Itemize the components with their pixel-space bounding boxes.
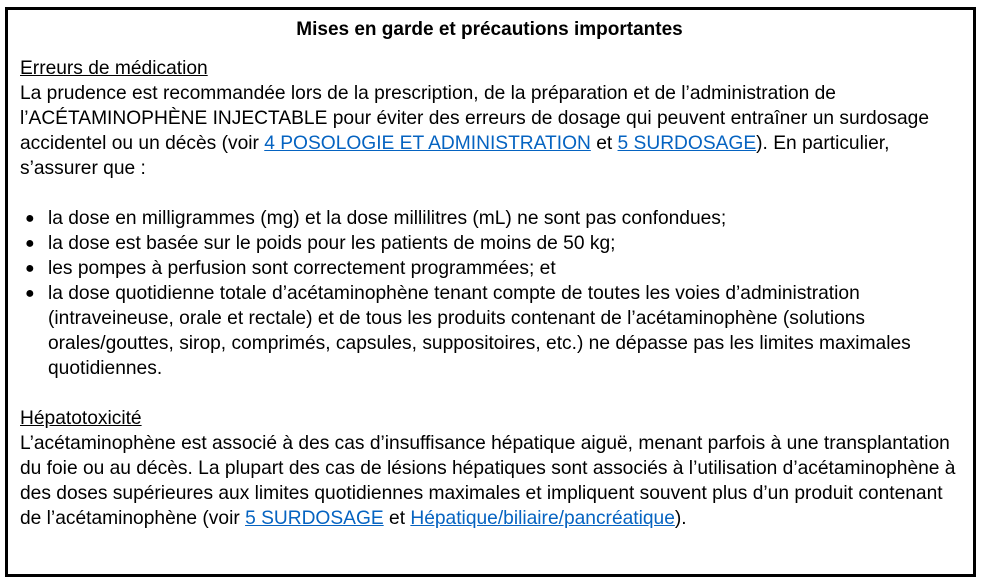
paragraph-text: ). bbox=[674, 508, 687, 529]
list-item bbox=[20, 206, 959, 231]
hepatotoxicity-heading: Hépatotoxicité bbox=[20, 408, 142, 429]
bullet-icon: ● bbox=[25, 235, 35, 252]
list-item-text: la dose en milligrammes (mg) et la dose millilitres (mL) ne sont pas confondues; bbox=[48, 208, 727, 229]
hepatotoxicity-paragraph bbox=[20, 431, 959, 531]
paragraph-text: La prudence est recommandée lors de la prescription, de la préparation et de l’administration de l’ACÉTAMINOPHÈNE INJECTABLE pour éviter des erreurs de dosage qui peuvent entraîner un surdosage accidentel ou un décès (voir bbox=[20, 83, 929, 154]
paragraph-text: ). En particulier, s’assurer que : bbox=[20, 133, 890, 179]
list-item-text: la dose est basée sur le poids pour les patients de moins de 50 kg; bbox=[48, 233, 616, 254]
medication-errors-section bbox=[20, 56, 959, 381]
list-item-text: la dose quotidienne totale d’acétaminophène tenant compte de toutes les voies d’administration (intraveineuse, orale et rectale) et de tous les produits contenant de l’acétaminophène (solutions orales/gouttes, sirop, comprimés, capsules, suppositoires, etc.) ne dépasse pas les limites maximales quotidiennes. bbox=[48, 283, 911, 379]
list-item bbox=[20, 256, 959, 281]
bullet-icon: ● bbox=[25, 260, 35, 277]
list-item-text: les pompes à perfusion sont correctement programmées; et bbox=[48, 258, 556, 279]
precautions-list bbox=[20, 206, 959, 381]
medication-errors-heading: Erreurs de médication bbox=[20, 58, 208, 79]
warning-box bbox=[5, 7, 976, 577]
list-item bbox=[20, 231, 959, 256]
paragraph-text: et bbox=[590, 133, 618, 154]
box-title: Mises en garde et précautions importantes bbox=[296, 19, 683, 40]
bullet-icon: ● bbox=[25, 210, 35, 227]
list-item bbox=[20, 281, 959, 381]
link-surdosage[interactable]: 5 SURDOSAGE bbox=[245, 508, 384, 529]
link-posologie-administration[interactable]: 4 POSOLOGIE ET ADMINISTRATION bbox=[264, 133, 591, 154]
paragraph-text: L’acétaminophène est associé à des cas d’insuffisance hépatique aiguë, menant parfois à une transplantation du foie ou au décès. La plupart des cas de lésions hépatiques sont associés à l’utilisation d’acétaminophène à des doses supérieures aux limites quotidiennes maximales et impliquent souvent plus d’un produit contenant de l’acétaminophène (voir bbox=[20, 433, 956, 529]
medication-errors-paragraph bbox=[20, 81, 959, 181]
paragraph-text: et bbox=[383, 508, 411, 529]
bullet-icon: ● bbox=[25, 285, 35, 302]
link-hepatique-biliaire-pancreatique[interactable]: Hépatique/biliaire/pancréatique bbox=[410, 508, 675, 529]
hepatotoxicity-section bbox=[20, 406, 959, 531]
link-surdosage[interactable]: 5 SURDOSAGE bbox=[617, 133, 757, 154]
